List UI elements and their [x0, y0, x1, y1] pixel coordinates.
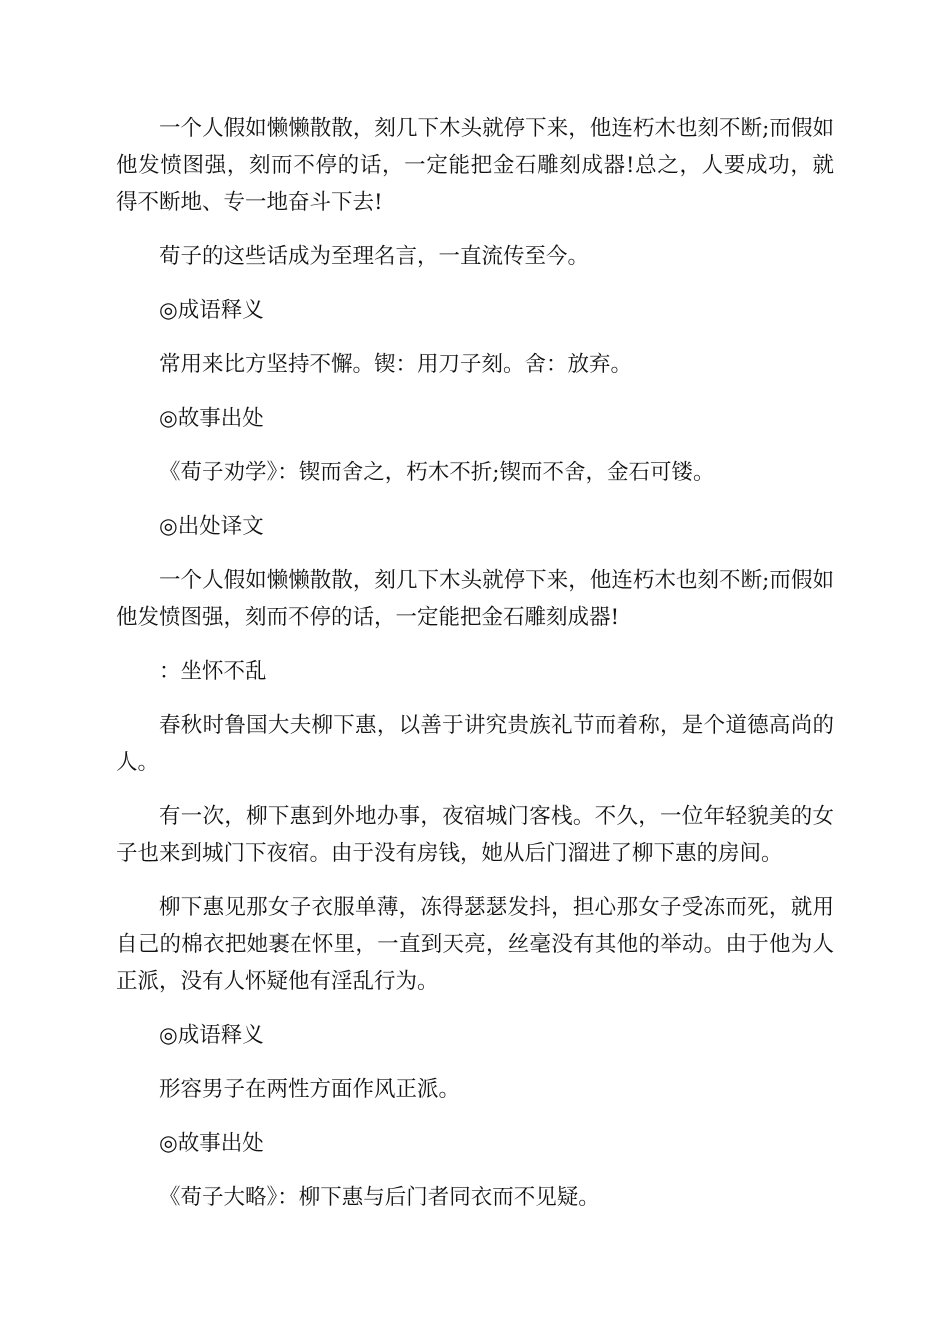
paragraph-source-translation: 一个人假如懒懒散散，刻几下木头就停下来，他连朽木也刻不断;而假如他发愤图强，刻而不停的话，一定能把金石雕刻成器! [116, 568, 834, 630]
section-heading-idiom-meaning-2: ◎成语释义 [159, 1023, 264, 1048]
paragraph-story-source-2: 《荀子大略》：柳下惠与后门者同衣而不见疑。 [159, 1185, 600, 1210]
document-body [116, 110, 834, 1233]
paragraph-story-source: 《荀子劝学》：锲而舍之，朽木不折;锲而不舍，金石可镂。 [159, 460, 715, 485]
section-heading-idiom-meaning: ◎成语释义 [159, 298, 264, 323]
idiom-title-zuo-huai-bu-luan: ：坐怀不乱 [159, 659, 267, 684]
paragraph-liu-xia-hui-intro: 春秋时鲁国大夫柳下惠，以善于讲究贵族礼节而着称，是个道德高尚的人。 [116, 713, 834, 775]
paragraph-idiom-meaning: 常用来比方坚持不懈。锲：用刀子刻。舍：放弃。 [159, 352, 633, 377]
paragraph-famous-saying: 荀子的这些话成为至理名言，一直流传至今。 [159, 244, 590, 269]
paragraph-story-summary: 一个人假如懒懒散散，刻几下木头就停下来，他连朽木也刻不断;而假如他发愤图强，刻而不停的话，一定能把金石雕刻成器!总之，人要成功，就得不断地、专一地奋斗下去! [116, 116, 834, 215]
section-heading-source-translation: ◎出处译文 [159, 514, 264, 539]
section-heading-story-source: ◎故事出处 [159, 406, 264, 431]
section-heading-story-source-2: ◎故事出处 [159, 1131, 264, 1156]
paragraph-idiom-meaning-2: 形容男子在两性方面作风正派。 [159, 1077, 461, 1102]
paragraph-inn-story: 有一次，柳下惠到外地办事，夜宿城门客栈。不久，一位年轻貌美的女子也来到城门下夜宿。由于没有房钱，她从后门溜进了柳下惠的房间。 [116, 804, 834, 866]
paragraph-coat-story: 柳下惠见那女子衣服单薄，冻得瑟瑟发抖，担心那女子受冻而死，就用自己的棉衣把她裹在怀里，一直到天亮，丝毫没有其他的举动。由于他为人正派，没有人怀疑他有淫乱行为。 [116, 895, 834, 994]
